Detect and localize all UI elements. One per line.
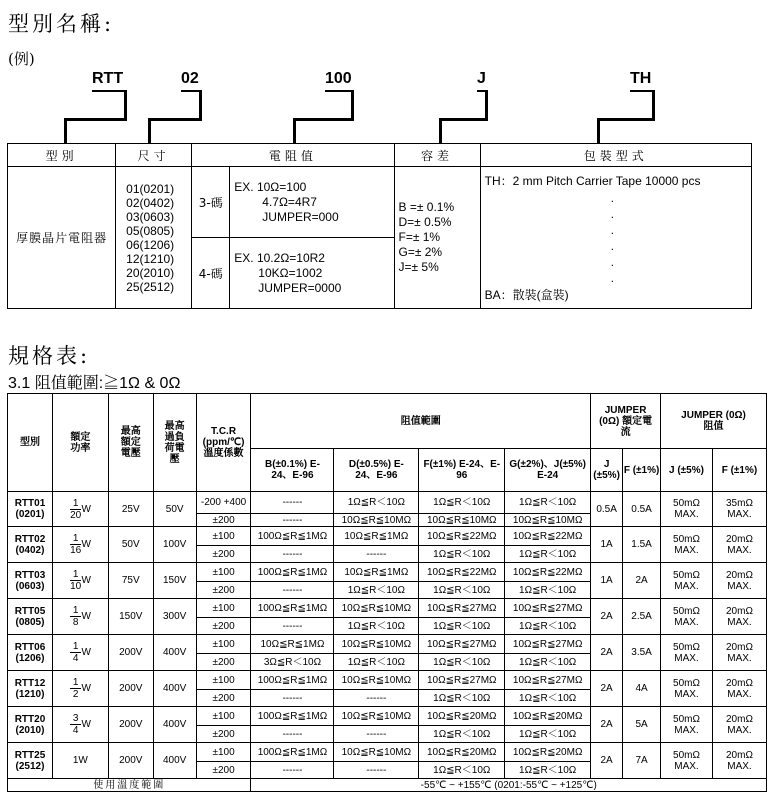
spec-row <box>8 707 767 726</box>
overload-cell: 400V <box>153 635 196 671</box>
voltage-cell: 200V <box>108 635 153 671</box>
jumper-current-f: 4A <box>623 671 661 707</box>
range-d-cell: 10Ω≦R≦1MΩ <box>334 563 419 582</box>
type-cell: RTT12 (1210) <box>8 671 53 707</box>
spec-row <box>8 599 767 618</box>
size-list <box>116 167 192 309</box>
th-jumper-resistance: JUMPER (0Ω) 阻值 <box>661 394 767 449</box>
jumper-res-j: 50mΩ MAX. <box>661 527 713 563</box>
range-b-cell: ------ <box>251 582 334 599</box>
range-gj-cell: 1Ω≦R＜10Ω <box>505 762 591 779</box>
th-type: 型別 <box>8 394 53 492</box>
jumper-current-j: 2A <box>591 743 623 779</box>
power-cell: $\frac{1}{10}$ W <box>52 563 108 599</box>
range-d-cell: ------ <box>334 690 419 707</box>
example-line: JUMPER=000 <box>262 209 339 224</box>
code-resistance: 100 <box>325 70 352 87</box>
tolerance-item: J=± 5% <box>398 260 439 274</box>
type-cell: 厚膜晶片電阻器 <box>8 167 116 309</box>
part-number-table <box>7 143 752 309</box>
tcr-cell: ±100 <box>196 635 251 654</box>
range-d-cell: ------ <box>334 726 419 743</box>
range-gj-cell: 10Ω≦R≦27MΩ <box>505 599 591 618</box>
range-gj-cell: 1Ω≦R＜10Ω <box>505 654 591 671</box>
range-gj-cell: 1Ω≦R＜10Ω <box>505 546 591 563</box>
range-b-cell: ------ <box>251 690 334 707</box>
range-f-cell: 1Ω≦R＜10Ω <box>419 582 505 599</box>
spec-row <box>8 635 767 654</box>
spec-row <box>8 527 767 546</box>
code-packaging: TH <box>630 70 652 87</box>
type-cell: RTT02 (0402) <box>8 527 53 563</box>
jumper-current-j: 1A <box>591 527 623 563</box>
jumper-res-j: 50mΩ MAX. <box>661 492 713 527</box>
overload-cell: 100V <box>153 527 196 563</box>
code-series: RTT <box>92 70 124 87</box>
range-d-cell: 1Ω≦R＜10Ω <box>334 582 419 599</box>
tcr-cell: ±100 <box>196 671 251 690</box>
jumper-current-j: 1A <box>591 563 623 599</box>
header-size: 尺寸 <box>116 144 192 167</box>
tolerance-item: G=± 2% <box>398 245 443 259</box>
range-f-cell: 1Ω≦R＜10Ω <box>419 654 505 671</box>
size-item: 05(0805) <box>126 223 175 238</box>
jumper-res-j: 50mΩ MAX. <box>661 563 713 599</box>
voltage-cell: 200V <box>108 743 153 779</box>
range-f-cell: 10Ω≦R≦27MΩ <box>419 635 505 654</box>
jumper-res-j: 50mΩ MAX. <box>661 707 713 743</box>
packaging-th: TH：2 mm Pitch Carrier Tape 10000 pcs <box>484 174 701 188</box>
example-label: (例) <box>8 50 35 68</box>
voltage-cell: 200V <box>108 707 153 743</box>
range-f-cell: 1Ω≦R＜10Ω <box>419 762 505 779</box>
range-b-cell: ------ <box>251 726 334 743</box>
th-tcr: T.C.R (ppm/℃) 溫度係數 <box>196 394 251 492</box>
range-b-cell: ------ <box>251 618 334 635</box>
example-line: EX. 10.2Ω=10R2 <box>234 250 325 265</box>
range-d-cell: 10Ω≦R≦10MΩ <box>334 514 419 527</box>
range-d-cell: 10Ω≦R≦10MΩ <box>334 599 419 618</box>
jumper-current-f: 5A <box>623 707 661 743</box>
range-gj-cell: 1Ω≦R＜10Ω <box>505 690 591 707</box>
example-line: 4.7Ω=4R7 <box>262 194 317 209</box>
jumper-current-j: 2A <box>591 707 623 743</box>
power-fraction: $\frac{3}{4}$ <box>70 713 82 736</box>
power-cell: $\frac{1}{20}$ W <box>52 492 108 527</box>
tolerance-list <box>394 167 480 309</box>
tcr-cell: ±200 <box>196 546 251 563</box>
jumper-res-j: 50mΩ MAX. <box>661 599 713 635</box>
range-f-cell: 1Ω≦R＜10Ω <box>419 726 505 743</box>
packaging-ba: BA：散裝(盒裝) <box>484 288 569 302</box>
range-d-cell: 1Ω≦R＜10Ω <box>334 654 419 671</box>
digit4-label: 4-碼 <box>192 238 230 309</box>
digit4-examples <box>230 238 394 309</box>
tcr-cell: ±200 <box>196 762 251 779</box>
power-fraction: $\frac{1}{8}$ <box>70 605 82 628</box>
footer-label: 使用溫度範圍 <box>8 779 251 792</box>
range-b-cell: 100Ω≦R≦1MΩ <box>251 743 334 762</box>
tcr-cell: ±200 <box>196 654 251 671</box>
example-line: EX. 10Ω=100 <box>234 179 307 194</box>
range-f-cell: 1Ω≦R＜10Ω <box>419 492 505 514</box>
range-d-cell: 10Ω≦R≦1MΩ <box>334 527 419 546</box>
spec-row <box>8 563 767 582</box>
jumper-res-j: 50mΩ MAX. <box>661 743 713 779</box>
range-f-cell: 10Ω≦R≦10MΩ <box>419 514 505 527</box>
tcr-cell: ±200 <box>196 582 251 599</box>
size-item: 12(1210) <box>126 251 175 266</box>
overload-cell: 400V <box>153 743 196 779</box>
packaging-cell <box>480 167 751 309</box>
type-cell: RTT06 (1206) <box>8 635 53 671</box>
range-gj-cell: 10Ω≦R≦22MΩ <box>505 563 591 582</box>
jumper-current-j: 2A <box>591 635 623 671</box>
range-b-cell: 100Ω≦R≦1MΩ <box>251 707 334 726</box>
voltage-cell: 150V <box>108 599 153 635</box>
power-cell: 1W <box>52 743 108 779</box>
th-jumper-current: JUMPER (0Ω) 額定電流 <box>591 394 661 449</box>
size-item: 02(0402) <box>126 195 175 210</box>
range-gj-cell: 10Ω≦R≦27MΩ <box>505 635 591 654</box>
jumper-res-f: 20mΩ MAX. <box>712 743 766 779</box>
range-d-cell: 1Ω≦R＜10Ω <box>334 618 419 635</box>
range-f-cell: 10Ω≦R≦20MΩ <box>419 707 505 726</box>
size-item: 03(0603) <box>126 209 175 224</box>
power-fraction: $\frac{1}{4}$ <box>70 641 82 664</box>
type-cell: RTT01 (0201) <box>8 492 53 527</box>
footer-value: -55℃ ~ +155℃ (0201:-55℃ ~ +125℃) <box>251 779 767 792</box>
range-gj-cell: 10Ω≦R≦20MΩ <box>505 743 591 762</box>
range-gj-cell: 10Ω≦R≦10MΩ <box>505 514 591 527</box>
jumper-res-f: 20mΩ MAX. <box>712 563 766 599</box>
jumper-current-j: 2A <box>591 671 623 707</box>
type-cell: RTT25 (2512) <box>8 743 53 779</box>
tcr-cell: ±100 <box>196 563 251 582</box>
th-jumper-j: J (±5%) <box>591 449 623 492</box>
jumper-current-f: 2.5A <box>623 599 661 635</box>
type-cell: RTT20 (2010) <box>8 707 53 743</box>
range-gj-cell: 1Ω≦R＜10Ω <box>505 492 591 514</box>
th-range: 阻值範圍 <box>251 394 591 449</box>
size-item: 25(2512) <box>126 279 175 294</box>
packaging-dots: . . . . . . <box>610 191 614 285</box>
range-gj-cell: 10Ω≦R≦27MΩ <box>505 671 591 690</box>
range-b-cell: ------ <box>251 514 334 527</box>
overload-cell: 400V <box>153 707 196 743</box>
tcr-cell: ±200 <box>196 514 251 527</box>
range-b-cell: 100Ω≦R≦1MΩ <box>251 563 334 582</box>
tcr-cell: -200 +400 <box>196 492 251 514</box>
tcr-cell: ±100 <box>196 707 251 726</box>
tcr-cell: ±200 <box>196 618 251 635</box>
power-fraction: $\frac{1}{20}$ <box>70 497 82 521</box>
size-item: 20(2010) <box>126 265 175 280</box>
section-subtitle-range: 3.1 阻值範圍:≧1Ω & 0Ω <box>8 375 181 392</box>
jumper-res-f: 20mΩ MAX. <box>712 635 766 671</box>
range-f-cell: 10Ω≦R≦27MΩ <box>419 599 505 618</box>
type-cell: RTT05 (0805) <box>8 599 53 635</box>
range-b-cell: ------ <box>251 492 334 514</box>
section-title-part-number: 型別名稱: <box>8 12 115 36</box>
power-fraction: $\frac{1}{16}$ <box>70 533 82 556</box>
example-line: 10KΩ=1002 <box>258 265 323 280</box>
th-b: B(±0.1%) E-24、E-96 <box>251 449 334 492</box>
jumper-res-j: 50mΩ MAX. <box>661 635 713 671</box>
range-b-cell: 3Ω≦R＜10Ω <box>251 654 334 671</box>
range-b-cell: 100Ω≦R≦1MΩ <box>251 599 334 618</box>
digit3-label: 3-碼 <box>192 167 230 238</box>
range-f-cell: 1Ω≦R＜10Ω <box>419 618 505 635</box>
tolerance-item: D=± 0.5% <box>398 215 452 229</box>
range-f-cell: 1Ω≦R＜10Ω <box>419 690 505 707</box>
th-jumper-f: F (±1%) <box>623 449 661 492</box>
power-cell: $\frac{3}{4}$ W <box>52 707 108 743</box>
jumper-current-f: 3.5A <box>623 635 661 671</box>
spec-row <box>8 671 767 690</box>
range-d-cell: 10Ω≦R≦10MΩ <box>334 635 419 654</box>
code-tolerance: J <box>477 70 486 87</box>
jumper-current-j: 0.5A <box>591 492 623 527</box>
overload-cell: 150V <box>153 563 196 599</box>
overload-cell: 50V <box>153 492 196 527</box>
range-gj-cell: 10Ω≦R≦20MΩ <box>505 707 591 726</box>
header-tolerance: 容差 <box>394 144 480 167</box>
digit3-examples <box>230 167 394 238</box>
tcr-cell: ±100 <box>196 599 251 618</box>
power-cell: $\frac{1}{8}$ W <box>52 599 108 635</box>
th-gj: G(±2%)、J(±5%) E-24 <box>505 449 591 492</box>
power-cell: $\frac{1}{2}$ W <box>52 671 108 707</box>
jumper-current-f: 0.5A <box>623 492 661 527</box>
th-power: 額定功率 <box>52 394 108 492</box>
range-gj-cell: 1Ω≦R＜10Ω <box>505 582 591 599</box>
range-d-cell: 10Ω≦R≦10MΩ <box>334 707 419 726</box>
code-size: 02 <box>181 70 199 87</box>
spec-row <box>8 492 767 514</box>
th-f: F(±1%) E-24、E-96 <box>419 449 505 492</box>
th-voltage: 最高額定電壓 <box>108 394 153 492</box>
range-b-cell: 10Ω≦R≦1MΩ <box>251 635 334 654</box>
range-d-cell: 10Ω≦R≦10MΩ <box>334 671 419 690</box>
type-cell: RTT03 (0603) <box>8 563 53 599</box>
jumper-current-f: 2A <box>623 563 661 599</box>
overload-cell: 400V <box>153 671 196 707</box>
voltage-cell: 25V <box>108 492 153 527</box>
range-f-cell: 10Ω≦R≦22MΩ <box>419 563 505 582</box>
section-title-spec: 規格表: <box>8 344 91 368</box>
range-d-cell: 1Ω≦R＜10Ω <box>334 492 419 514</box>
size-item: 01(0201) <box>126 181 175 196</box>
range-f-cell: 10Ω≦R≦20MΩ <box>419 743 505 762</box>
overload-cell: 300V <box>153 599 196 635</box>
tcr-cell: ±100 <box>196 527 251 546</box>
jumper-res-f: 20mΩ MAX. <box>712 671 766 707</box>
jumper-res-f: 20mΩ MAX. <box>712 527 766 563</box>
tcr-cell: ±200 <box>196 690 251 707</box>
example-line: JUMPER=0000 <box>258 280 342 295</box>
th-res-f: F (±1%) <box>712 449 766 492</box>
tolerance-item: B =± 0.1% <box>398 200 455 214</box>
voltage-cell: 200V <box>108 671 153 707</box>
range-b-cell: ------ <box>251 546 334 563</box>
spec-row <box>8 743 767 762</box>
th-overload: 最高過負荷電壓 <box>153 394 196 492</box>
range-f-cell: 1Ω≦R＜10Ω <box>419 546 505 563</box>
range-b-cell: 100Ω≦R≦1MΩ <box>251 527 334 546</box>
header-resistance: 電阻值 <box>192 144 394 167</box>
jumper-res-j: 50mΩ MAX. <box>661 671 713 707</box>
tcr-cell: ±100 <box>196 743 251 762</box>
th-res-j: J (±5%) <box>661 449 713 492</box>
jumper-res-f: 20mΩ MAX. <box>712 707 766 743</box>
range-gj-cell: 1Ω≦R＜10Ω <box>505 726 591 743</box>
jumper-current-f: 7A <box>623 743 661 779</box>
power-cell: $\frac{1}{4}$ W <box>52 635 108 671</box>
range-d-cell: ------ <box>334 546 419 563</box>
range-b-cell: ------ <box>251 762 334 779</box>
range-gj-cell: 10Ω≦R≦22MΩ <box>505 527 591 546</box>
power-fraction: $\frac{1}{10}$ <box>70 569 82 592</box>
range-d-cell: ------ <box>334 762 419 779</box>
power-cell: $\frac{1}{16}$ W <box>52 527 108 563</box>
jumper-res-f: 20mΩ MAX. <box>712 599 766 635</box>
header-packaging: 包裝型式 <box>480 144 751 167</box>
range-d-cell: 10Ω≦R≦10MΩ <box>334 743 419 762</box>
range-f-cell: 10Ω≦R≦22MΩ <box>419 527 505 546</box>
range-gj-cell: 1Ω≦R＜10Ω <box>505 618 591 635</box>
range-f-cell: 10Ω≦R≦27MΩ <box>419 671 505 690</box>
size-item: 06(1206) <box>126 237 175 252</box>
power-fraction: $\frac{1}{2}$ <box>70 677 82 700</box>
jumper-current-f: 1.5A <box>623 527 661 563</box>
header-type: 型別 <box>8 144 116 167</box>
range-b-cell: 100Ω≦R≦1MΩ <box>251 671 334 690</box>
voltage-cell: 75V <box>108 563 153 599</box>
voltage-cell: 50V <box>108 527 153 563</box>
tcr-cell: ±200 <box>196 726 251 743</box>
spec-table <box>7 393 767 792</box>
th-d: D(±0.5%) E-24、E-96 <box>334 449 419 492</box>
jumper-res-f: 35mΩ MAX. <box>712 492 766 527</box>
tolerance-item: F=± 1% <box>398 230 441 244</box>
jumper-current-j: 2A <box>591 599 623 635</box>
